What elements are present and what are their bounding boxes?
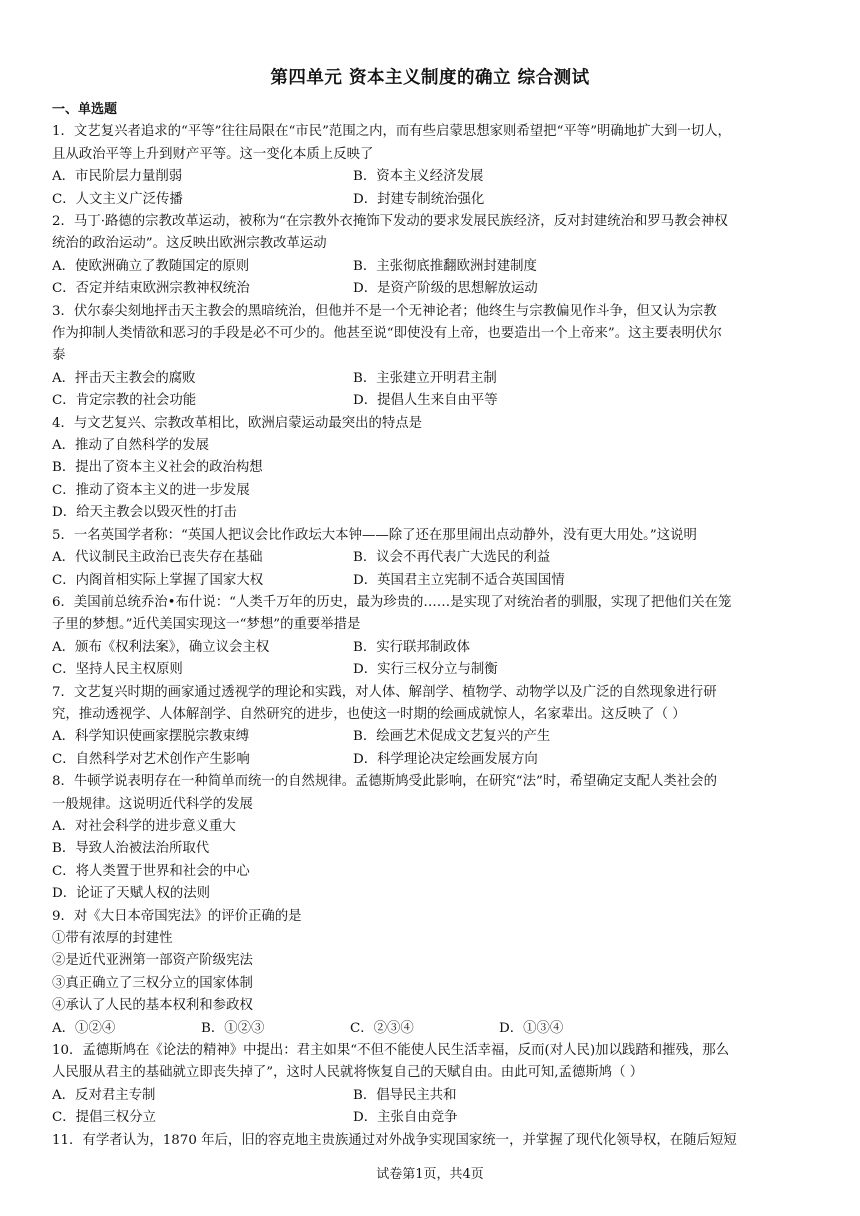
option-c[interactable]: C．自然科学对艺术创作产生影响 xyxy=(52,751,250,767)
question-stem: 子里的梦想。”近代美国实现这一“梦想”的重要举措是 xyxy=(52,617,361,633)
option-a[interactable]: A．抨击天主教会的腐败 xyxy=(52,370,196,386)
option-c[interactable]: C．人文主义广泛传播 xyxy=(52,191,183,207)
option-d[interactable]: D．封建专制统治强化 xyxy=(353,191,485,207)
statement-1: ①带有浓厚的封建性 xyxy=(52,931,173,947)
question-9 xyxy=(52,906,812,1040)
option-a[interactable]: A．反对君主专制 xyxy=(52,1087,156,1103)
question-11 xyxy=(52,1130,812,1152)
question-stem: 9．对《大日本帝国宪法》的评价正确的是 xyxy=(52,908,302,924)
option-a[interactable]: A．科学知识使画家摆脱宗教束缚 xyxy=(52,729,250,745)
question-stem: 2．马丁·路德的宗教改革运动，被称为“在宗教外衣掩饰下发动的要求发展民族经济，反对封建统治和罗马教会神权 xyxy=(52,214,728,230)
question-stem: 作为抑制人类情欲和恶习的手段是必不可少的。他甚至说“即使没有上帝，也要造出一个上帝来”。这主要表明伏尔 xyxy=(52,326,722,342)
option-b[interactable]: B．倡导民主共和 xyxy=(353,1087,457,1103)
question-stem: 人民服从君主的基础就立即丧失掉了”，这时人民就将恢复自己的天赋自由。由此可知,孟德斯鸠（ ） xyxy=(52,1065,644,1081)
question-7 xyxy=(52,682,812,772)
option-b[interactable]: B．绘画艺术促成文艺复兴的产生 xyxy=(353,729,551,745)
question-stem: 3．伏尔泰尖刻地抨击天主教会的黑暗统治，但他并不是一个无神论者；他终生与宗教偏见作斗争，但又认为宗教 xyxy=(52,303,717,319)
question-3 xyxy=(52,301,812,413)
option-c[interactable]: C．内阁首相实际上掌握了国家大权 xyxy=(52,572,264,588)
question-stem: 一般规律。这说明近代科学的发展 xyxy=(52,796,253,812)
question-stem: 统治的政治运动”。这反映出欧洲宗教改革运动 xyxy=(52,236,327,252)
option-c[interactable]: C．②③④ xyxy=(350,1020,414,1036)
option-d[interactable]: D．①③④ xyxy=(499,1020,564,1036)
option-a[interactable]: A．对社会科学的进步意义重大 xyxy=(52,818,236,834)
option-d[interactable]: D．是资产阶级的思想解放运动 xyxy=(353,281,538,297)
question-6 xyxy=(52,592,812,682)
option-b[interactable]: B．导致人治被法治所取代 xyxy=(52,841,210,857)
option-a[interactable]: A．颁布《权利法案》，确立议会主权 xyxy=(52,639,270,655)
question-stem: 7．文艺复兴时期的画家通过透视学的理论和实践，对人体、解剖学、植物学、动物学以及广泛的自然现象进行研 xyxy=(52,684,717,700)
option-c[interactable]: C．将人类置于世界和社会的中心 xyxy=(52,863,250,879)
question-8 xyxy=(52,771,812,905)
option-a[interactable]: A．代议制民主政治已丧失存在基础 xyxy=(52,550,263,566)
option-d[interactable]: D．英国君主立宪制不适合英国国情 xyxy=(353,572,565,588)
question-5 xyxy=(52,525,812,592)
option-c[interactable]: C．坚持人民主权原则 xyxy=(52,662,183,678)
question-stem: 10．孟德斯鸠在《论法的精神》中提出：君主如果“不但不能使人民生活幸福，反而(对人民)加以践踏和摧残，那么 xyxy=(52,1043,730,1059)
option-d[interactable]: D．论证了天赋人权的法则 xyxy=(52,886,211,902)
option-b[interactable]: B．资本主义经济发展 xyxy=(353,169,484,185)
option-d[interactable]: D．提倡人生来自由平等 xyxy=(353,393,498,409)
statement-2: ②是近代亚洲第一部资产阶级宪法 xyxy=(52,953,253,969)
option-d[interactable]: D．科学理论决定绘画发展方向 xyxy=(353,751,538,767)
option-a[interactable]: A．市民阶层力量削弱 xyxy=(52,169,183,185)
question-stem: 11．有学者认为，1870 年后，旧的容克地主贵族通过对外战争实现国家统一，并掌握了现代化领导权，在随后短短 xyxy=(52,1132,737,1148)
question-1 xyxy=(52,121,812,211)
option-d[interactable]: D．给天主教会以毁灭性的打击 xyxy=(52,505,237,521)
statement-4: ④承认了人民的基本权利和参政权 xyxy=(52,998,253,1014)
option-c[interactable]: C．推动了资本主义的进一步发展 xyxy=(52,482,250,498)
option-b[interactable]: B．议会不再代表广大选民的利益 xyxy=(353,550,551,566)
question-stem: 泰 xyxy=(52,348,66,364)
page-title: 第四单元 资本主义制度的确立 综合测试 xyxy=(270,68,590,88)
option-b[interactable]: B．主张彻底推翻欧洲封建制度 xyxy=(353,258,537,274)
question-4 xyxy=(52,413,812,525)
question-stem: 且从政治平等上升到财产平等。这一变化本质上反映了 xyxy=(52,146,374,162)
option-a[interactable]: A．①②④ xyxy=(52,1020,116,1036)
question-stem: 4．与文艺复兴、宗教改革相比，欧洲启蒙运动最突出的特点是 xyxy=(52,415,423,431)
section-header: 一、单选题 xyxy=(52,102,118,117)
question-list xyxy=(52,99,812,1152)
option-a[interactable]: A．使欧洲确立了教随国定的原则 xyxy=(52,258,250,274)
option-b[interactable]: B．提出了资本主义社会的政治构想 xyxy=(52,460,263,476)
statement-3: ③真正确立了三权分立的国家体制 xyxy=(52,975,253,991)
question-10 xyxy=(52,1040,812,1130)
option-b[interactable]: B．主张建立开明君主制 xyxy=(353,370,497,386)
option-c[interactable]: C．提倡三权分立 xyxy=(52,1110,156,1126)
option-a[interactable]: A．推动了自然科学的发展 xyxy=(52,438,209,454)
option-c[interactable]: C．肯定宗教的社会功能 xyxy=(52,393,197,409)
option-d[interactable]: D．主张自由竞争 xyxy=(353,1110,458,1126)
option-b[interactable]: B．①②③ xyxy=(201,1020,265,1036)
question-stem: 8．牛顿学说表明存在一种简单而统一的自然规律。孟德斯鸠受此影响，在研究“法”时，希望确定支配人类社会的 xyxy=(52,774,717,790)
question-stem: 5．一名英国学者称：“英国人把议会比作政坛大本钟——除了还在那里闹出点动静外，没有更大用处。”这说明 xyxy=(52,527,697,543)
question-2 xyxy=(52,211,812,301)
option-d[interactable]: D．实行三权分立与制衡 xyxy=(353,662,498,678)
option-b[interactable]: B．实行联邦制政体 xyxy=(353,639,470,655)
page-footer: 试卷第1页，共4页 xyxy=(376,1167,484,1182)
option-c[interactable]: C．否定并结束欧洲宗教神权统治 xyxy=(52,281,250,297)
question-stem: 1．文艺复兴者追求的“平等”往往局限在“市民”范围之内，而有些启蒙思想家则希望把“平等”明确地扩大到一切人， xyxy=(52,124,731,140)
question-stem: 究，推动透视学、人体解剖学、自然研究的进步，也使这一时期的绘画成就惊人，名家辈出。这反映了（ ） xyxy=(52,706,686,722)
question-stem: 6．美国前总统乔治•布什说：“人类千万年的历史，最为珍贵的……是实现了对统治者的驯服，实现了把他们关在笼 xyxy=(52,594,732,610)
